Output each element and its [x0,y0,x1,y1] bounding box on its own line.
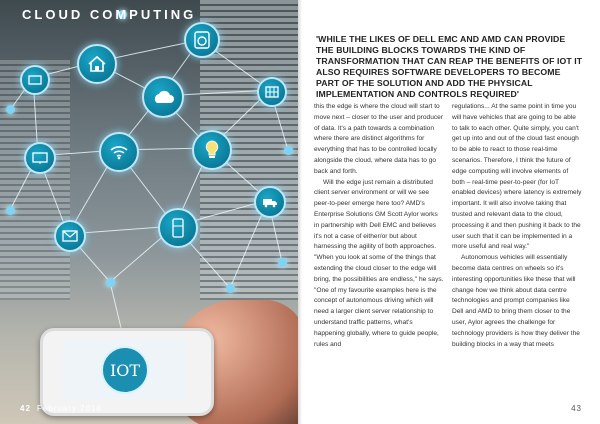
page-number: 42 [20,404,31,413]
house-icon [77,44,117,84]
pull-quote: 'WHILE THE LIKES OF DELL EMC AND AMD CAN PROVIDE THE BUILDING BLOCKS TOWARDS THE KIND OF TRANSFORMATION THAT CAN REAP THE BENEFITS OF IOT IT ALSO REQUIRES SOFTWARE DEVELOPERS TO BECOME PART OF THE SOLUTION AND ADD THE PHYSICAL IMPLEMENTATION AND CONTROLS REQUIRED' [316,34,583,99]
section-label: CLOUD COMPUTING [22,7,197,22]
washing-machine-icon [184,22,220,58]
right-page-text [302,0,600,424]
lightbulb-icon [192,130,232,170]
left-page-illustration [0,0,298,424]
page-number: 43 [571,404,582,413]
paragraph: this the edge is where the cloud will start to move next – closer to the user and producer of data. It's a path towards a combination where there are distinct algorithms for everything that has to be controlled locally alongside the cloud, where data has to go back and forth. [314,103,444,175]
network-node-dot [6,206,15,215]
mail-icon [54,220,86,252]
folio-left [20,404,102,413]
issue-date: February 2018 [36,404,102,413]
network-node-dot [284,146,293,155]
monitor-icon [24,142,56,174]
iot-badge: IOT [101,346,149,394]
wifi-icon [99,132,139,172]
paragraph: Autonomous vehicles will essentially become data centres on wheels so it's interesting opportunities like these that will change how we think about data centre technologies and prompt companies like Dell and AMD to bring them closer to the user, Aylor agrees the challenge for technology providers is how they deliver the building blocks in a way that meets [452,254,580,348]
text-column-1 [314,102,444,350]
tv-icon [20,65,50,95]
network-node-dot [6,105,15,114]
network-node-dot [106,278,115,287]
smartphone [40,328,214,416]
network-node-dot [226,284,235,293]
fridge-icon [158,208,198,248]
text-column-2 [452,102,582,350]
paragraph: Will the edge just remain a distributed client server environment or will we see peer-to-peer emerge here too? AMD's Enterprise Solutions GM Scott Aylor works in partnership with Dell EMC and believes it's not a case of either/or but about harnessing the agility of both approaches. "When you look at some of the things that extending the cloud closer to the edge will bring, the possibilities are endless," he says. "One of my favourite examples here is the concept of autonomous driving which will need a larger client server relationship to understand traffic patterns, what's happening globally, where to guide people, rules and [314,178,444,348]
grid-icon [257,77,287,107]
cloud-icon [142,76,184,118]
network-node-dot [278,258,287,267]
phone-screen [63,339,187,401]
paragraph: regulations... At the same point in time you will have vehicles that are going to be able to talk to each other. Quite simply, you can't get up into and out of the cloud fast enough to be able to react to those real-time scenarios. Therefore, I think the future of edge computing will involve elements of both – real-time peer-to-peer (for IoT enabled devices) where latency is extremely important. It will also involve taking that trusted and relevant data to the cloud, processing it and then pushing it back to the user such that it can be implemented in a more useful and real way." [452,103,582,251]
truck-icon [254,186,286,218]
